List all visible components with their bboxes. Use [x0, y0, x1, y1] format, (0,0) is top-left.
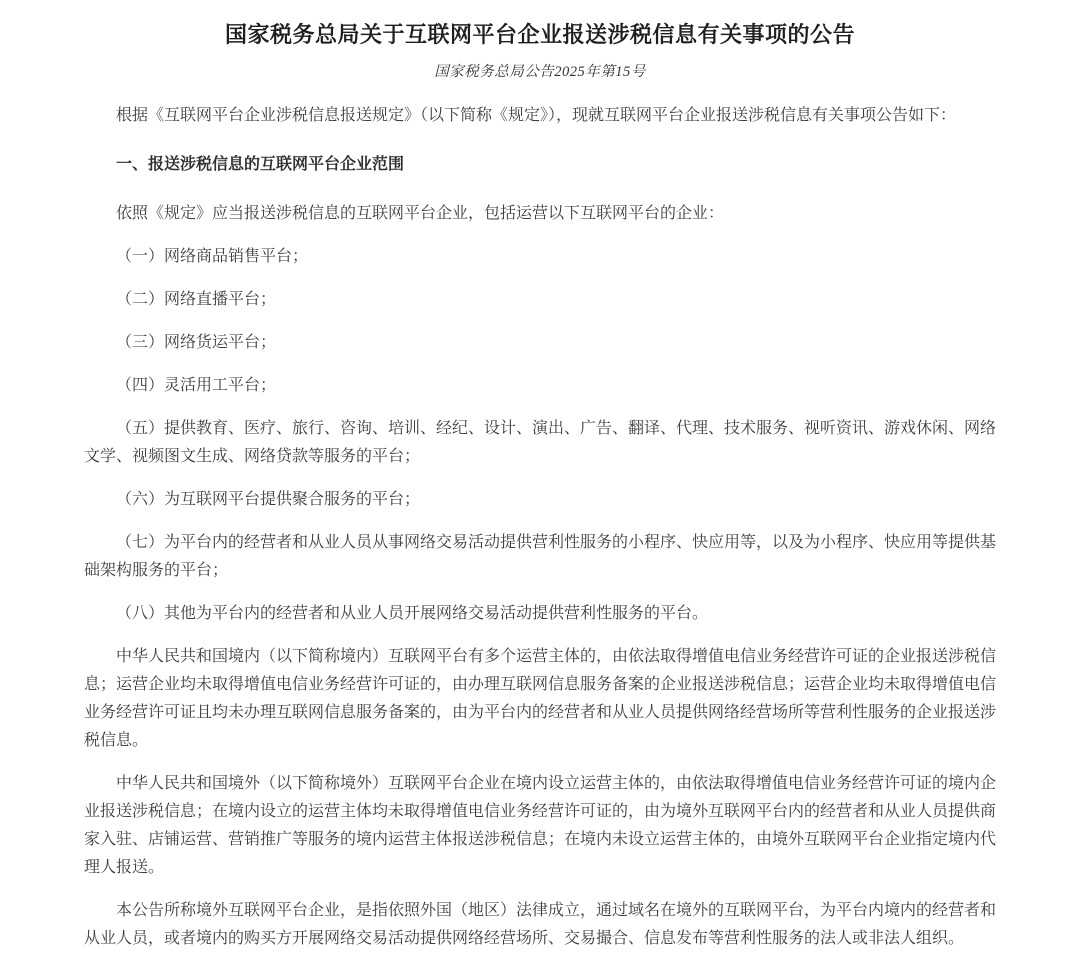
announcement-number: 国家税务总局公告2025年第15号 [434, 64, 646, 80]
list-item-6: （六）为互联网平台提供聚合服务的平台； [116, 491, 421, 508]
section-heading: 一、报送涉税信息的互联网平台企业范围 [116, 156, 405, 173]
list-item-4: （四）灵活用工平台； [116, 377, 277, 394]
body-paragraph-domestic: 中华人民共和国境内（以下简称境内）互联网平台有多个运营主体的，由依法取得增值电信业务经营许可证的企业报送涉税信息；运营企业均未取得增值电信业务经营许可证的，由办理互联网信息服务备案的企业报送涉税信息；运营企业均未取得增值电信业务经营许可证且均未办理互联网信息服务备案的，由为平台内的经营者和从业人员提供网络经营场所等营利性服务的企业报送涉税信息。 [84, 648, 997, 749]
announcement-document [84, 0, 996, 953]
list-item-2: （二）网络直播平台； [116, 291, 277, 308]
list-item-3: （三）网络货运平台； [116, 334, 277, 351]
list-item-8: （八）其他为平台内的经营者和从业人员开展网络交易活动提供营利性服务的平台。 [116, 605, 709, 622]
page-title: 国家税务总局关于互联网平台企业报送涉税信息有关事项的公告 [224, 22, 855, 47]
body-paragraph-definition: 本公告所称境外互联网平台企业，是指依照外国（地区）法律成立，通过域名在境外的互联网平台，为平台内境内的经营者和从业人员，或者境内的购买方开展网络交易活动提供网络经营场所、交易撮合、信息发布等营利性服务的法人或非法人组织。 [84, 902, 997, 947]
list-item-7: （七）为平台内的经营者和从业人员从事网络交易活动提供营利性服务的小程序、快应用等，以及为小程序、快应用等提供基础架构服务的平台； [84, 534, 997, 579]
body-paragraph-overseas: 中华人民共和国境外（以下简称境外）互联网平台企业在境内设立运营主体的，由依法取得增值电信业务经营许可证的境内企业报送涉税信息；在境内设立的运营主体均未取得增值电信业务经营许可证的，由为境外互联网平台内的经营者和从业人员提供商家入驻、店铺运营、营销推广等服务的境内运营主体报送涉税信息；在境内未设立运营主体的，由境外互联网平台企业指定境内代理人报送。 [84, 775, 997, 876]
list-item-1: （一）网络商品销售平台； [116, 248, 309, 265]
section-lead-paragraph: 依照《规定》应当报送涉税信息的互联网平台企业，包括运营以下互联网平台的企业： [116, 205, 725, 222]
intro-paragraph: 根据《互联网平台企业涉税信息报送规定》（以下简称《规定》），现就互联网平台企业报送涉税信息有关事项公告如下： [116, 107, 957, 124]
list-item-5: （五）提供教育、医疗、旅行、咨询、培训、经纪、设计、演出、广告、翻译、代理、技术服务、视听资讯、游戏休闲、网络文学、视频图文生成、网络贷款等服务的平台； [84, 420, 997, 465]
